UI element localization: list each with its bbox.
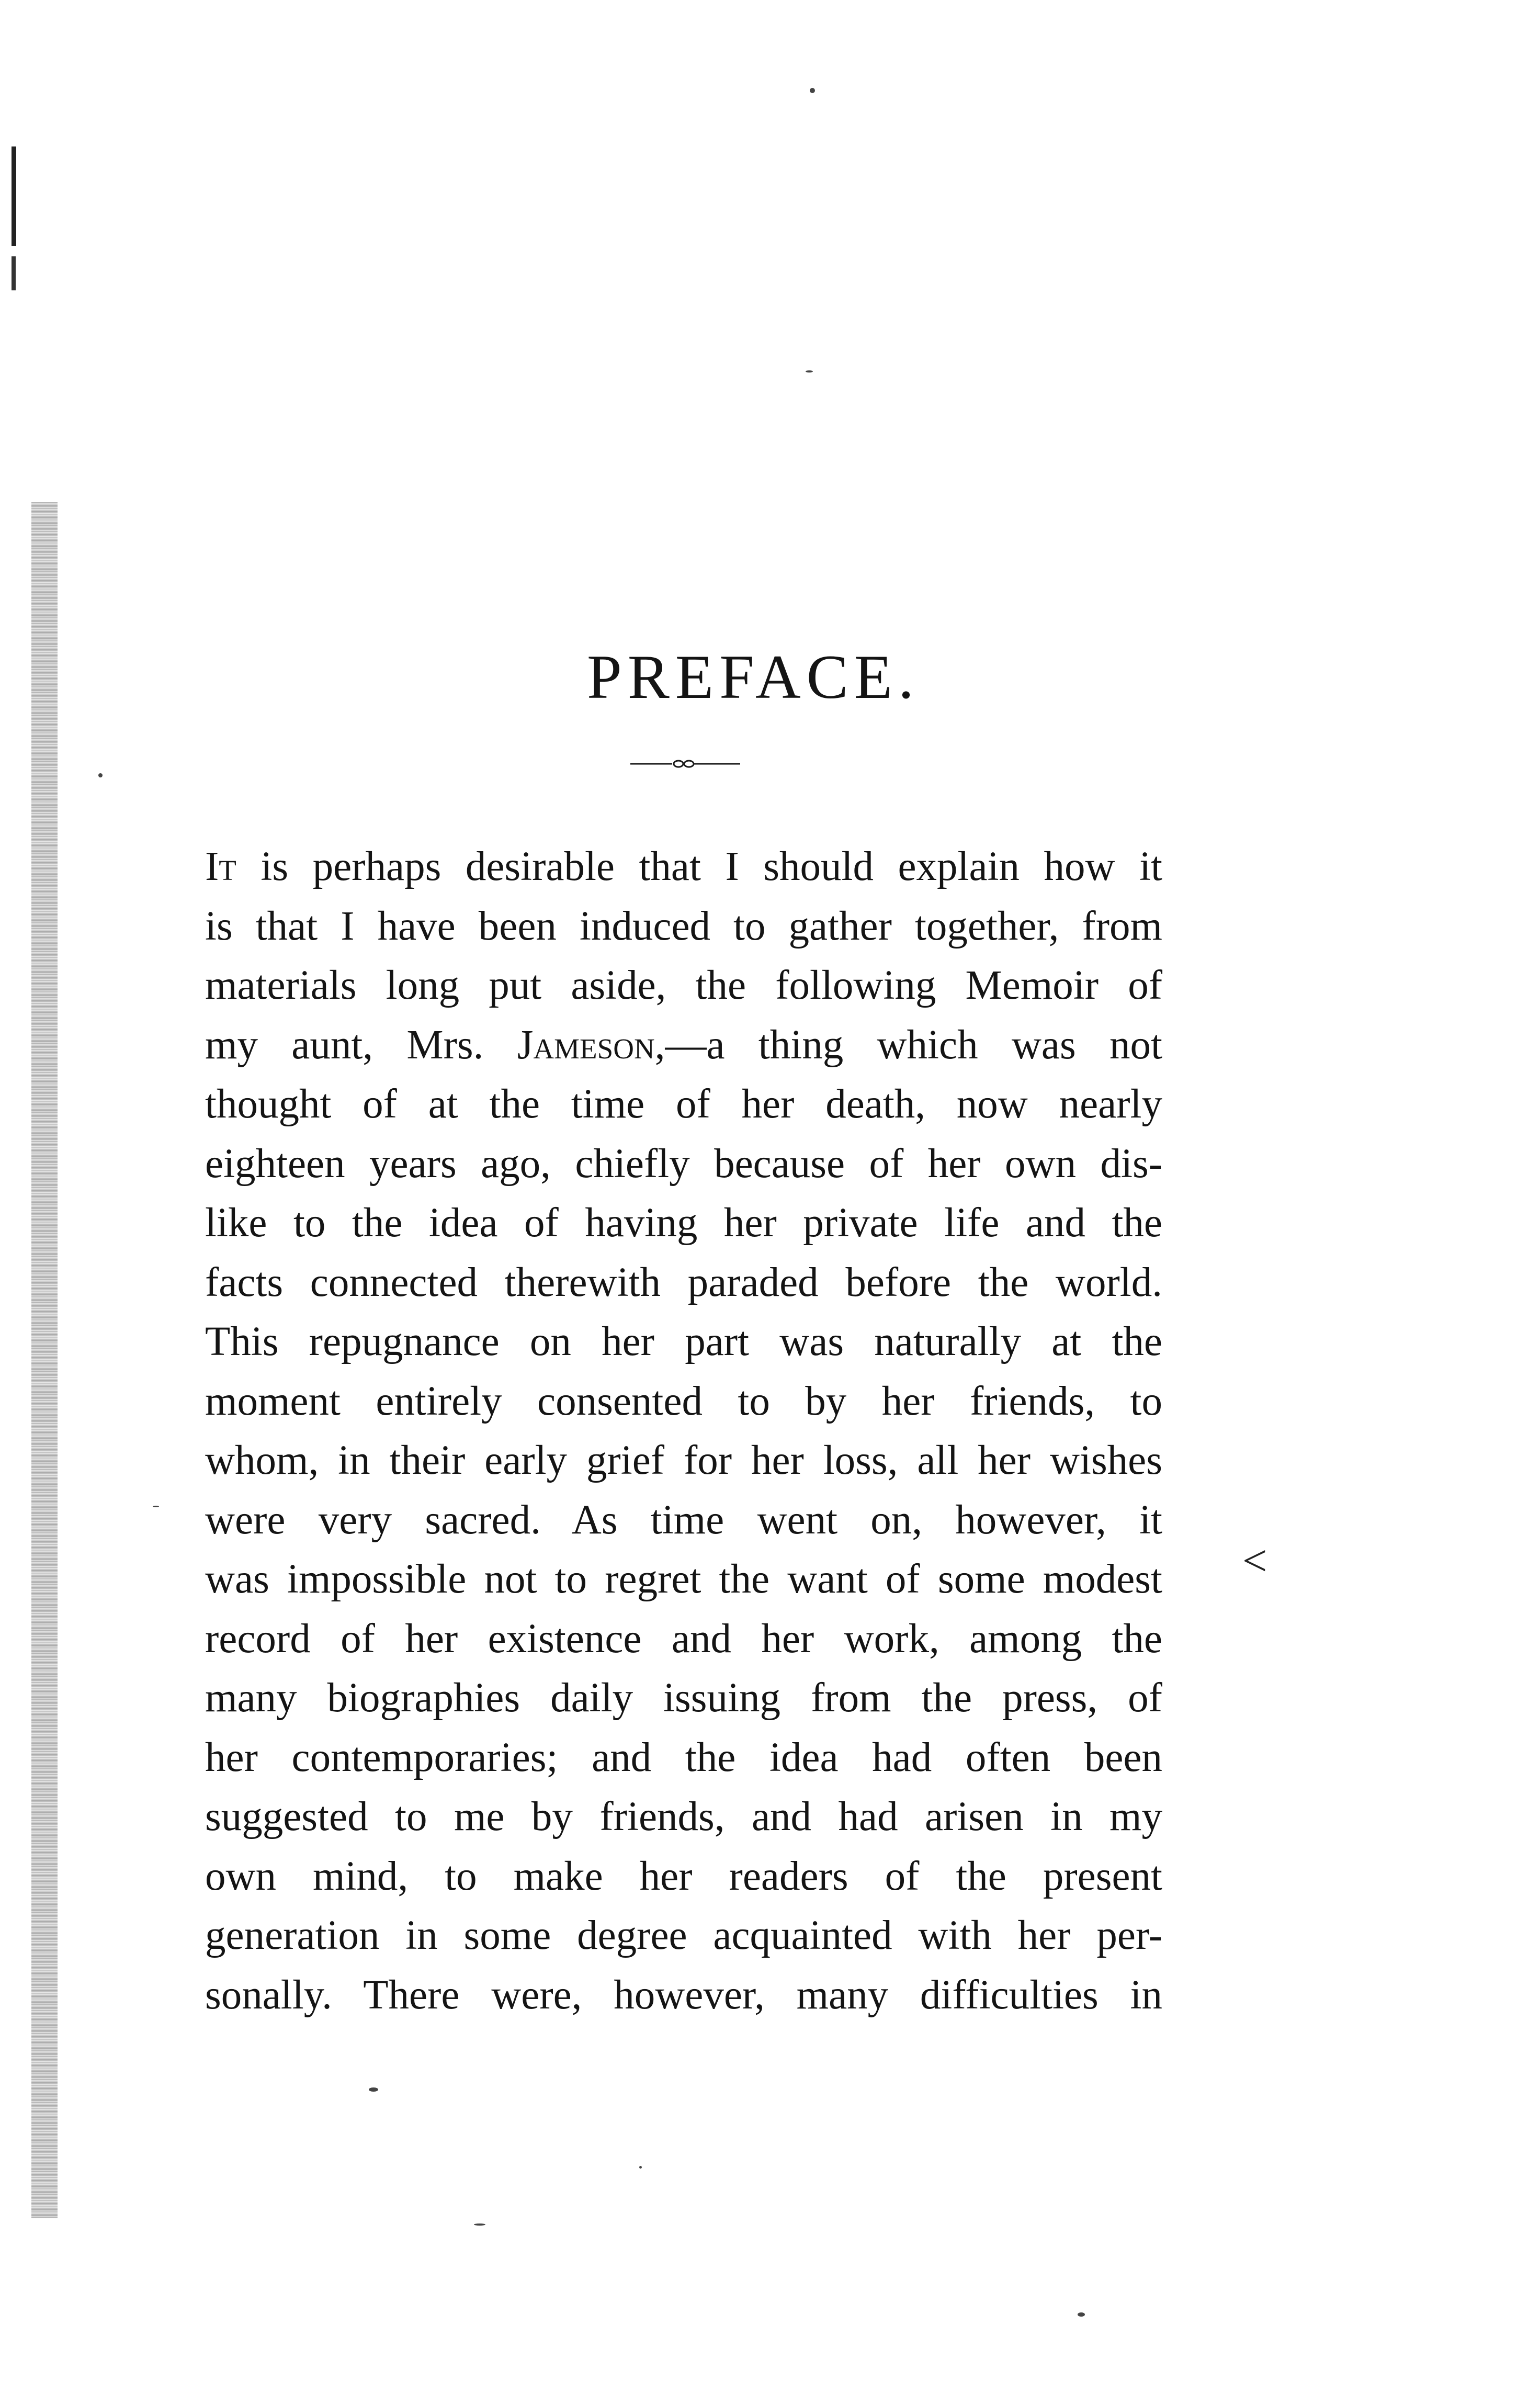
text-line: moment entirely consented to by her friends, to [205, 1378, 1162, 1424]
text-line: was impossible not to regret the want of some modest [205, 1556, 1162, 1602]
line-text: ,—a thing which was not [654, 1022, 1162, 1068]
text-line: This repugnance on her part was naturally at the [205, 1319, 1162, 1364]
text-line: her contemporaries; and the idea had often been [205, 1734, 1162, 1780]
scan-speck [98, 773, 103, 777]
scan-speck [474, 2223, 485, 2226]
text-line: materials long put aside, the following Memoir of [205, 963, 1162, 1008]
text-line: were very sacred. As time went on, however, it [205, 1497, 1162, 1543]
text-line: record of her existence and her work, among the [205, 1616, 1162, 1662]
line-text: my aunt, Mrs. [205, 1022, 517, 1068]
text-line: generation in some degree acquainted with her per- [205, 1913, 1162, 1958]
scan-speck [810, 88, 815, 93]
scan-speck [153, 1506, 159, 1507]
text-line: like to the idea of having her private life and the [205, 1200, 1162, 1246]
line-text: is perhaps desirable that I should explain how it [236, 844, 1162, 889]
drop-word: It [205, 844, 236, 889]
margin-mark: < [1242, 1537, 1267, 1585]
author-name: Jameson [517, 1022, 655, 1068]
text-line: suggested to me by friends, and had arisen in my [205, 1794, 1162, 1839]
binding-edge-shadow [31, 502, 58, 2218]
scan-speck [639, 2166, 642, 2169]
preface-body [205, 837, 1162, 2025]
text-line: is that I have been induced to gather together, from [205, 903, 1162, 949]
binding-mark [12, 256, 16, 290]
text-line [205, 837, 1162, 897]
text-line: thought of at the time of her death, now nearly [205, 1081, 1162, 1127]
text-line [205, 1015, 1162, 1075]
text-line: facts connected therewith paraded before the world. [205, 1259, 1162, 1305]
page-title: PREFACE. [587, 642, 920, 712]
text-line: many biographies daily issuing from the press, of [205, 1675, 1162, 1721]
text-line: sonally. There were, however, many difficulties in [205, 1972, 1162, 2018]
scan-speck [1078, 2312, 1085, 2317]
text-line: whom, in their early grief for her loss, all her wishes [205, 1438, 1162, 1483]
binding-mark [12, 146, 16, 246]
text-line: eighteen years ago, chiefly because of her own dis- [205, 1141, 1162, 1187]
text-line: own mind, to make her readers of the present [205, 1853, 1162, 1899]
scan-speck [369, 2087, 378, 2092]
ornamental-rule [630, 759, 740, 769]
scan-speck [806, 370, 813, 373]
